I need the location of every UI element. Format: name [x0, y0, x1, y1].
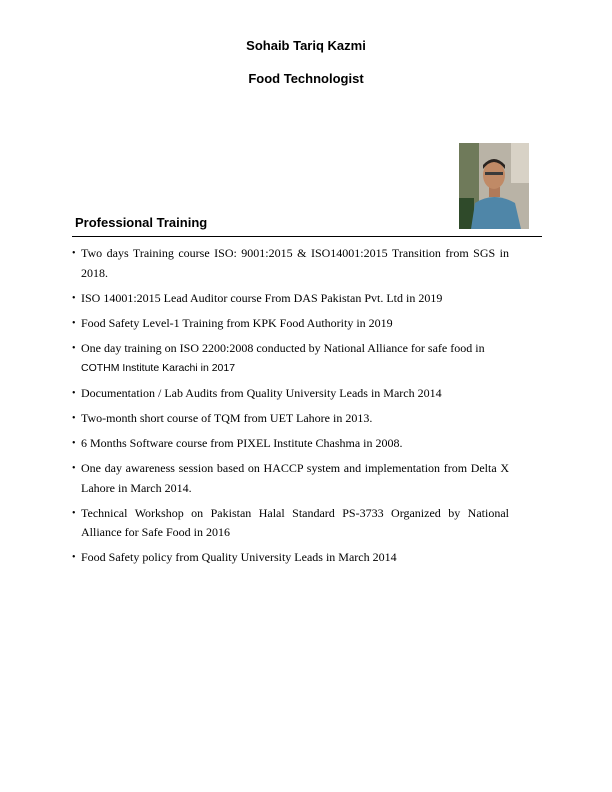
training-list [72, 244, 509, 573]
profile-photo [459, 143, 529, 229]
candidate-title: Food Technologist [248, 71, 364, 86]
list-item [72, 289, 509, 309]
item-text-continuation: COTHM Institute Karachi in 2017 [81, 362, 236, 374]
item-text: Two days Training course ISO: 9001:2015 & ISO14001:2015 Transition from SGS in 2018. [81, 246, 509, 280]
item-text: 6 Months Software course from PIXEL Institute Chashma in 2008. [81, 436, 403, 450]
section-heading: Professional Training [75, 215, 208, 230]
item-text: ISO 14001:2015 Lead Auditor course From DAS Pakistan Pvt. Ltd in 2019 [81, 290, 443, 305]
item-text: One day training on ISO 2200:2008 conducted by National Alliance for safe food in [81, 340, 485, 355]
list-item [72, 504, 509, 543]
list-item [72, 548, 509, 568]
section-divider [72, 236, 542, 237]
list-item [72, 314, 509, 334]
item-text: Documentation / Lab Audits from Quality University Leads in March 2014 [81, 386, 442, 400]
item-text: Technical Workshop on Pakistan Halal Standard PS-3733 Organized by National Alliance for Safe Food in 2016 [81, 505, 509, 539]
item-text: One day awareness session based on HACCP system and implementation from Delta X Lahore in March 2014. [81, 461, 509, 495]
list-item [72, 459, 509, 498]
list-item [72, 339, 509, 379]
list-item [72, 409, 509, 429]
item-text: Food Safety policy from Quality University Leads in March 2014 [81, 550, 397, 564]
item-text: Food Safety Level-1 Training from KPK Food Authority in 2019 [81, 315, 393, 330]
list-item [72, 244, 509, 283]
candidate-name: Sohaib Tariq Kazmi [246, 38, 366, 53]
list-item [72, 434, 509, 454]
item-text: Two-month short course of TQM from UET Lahore in 2013. [81, 411, 373, 425]
list-item [72, 384, 509, 404]
